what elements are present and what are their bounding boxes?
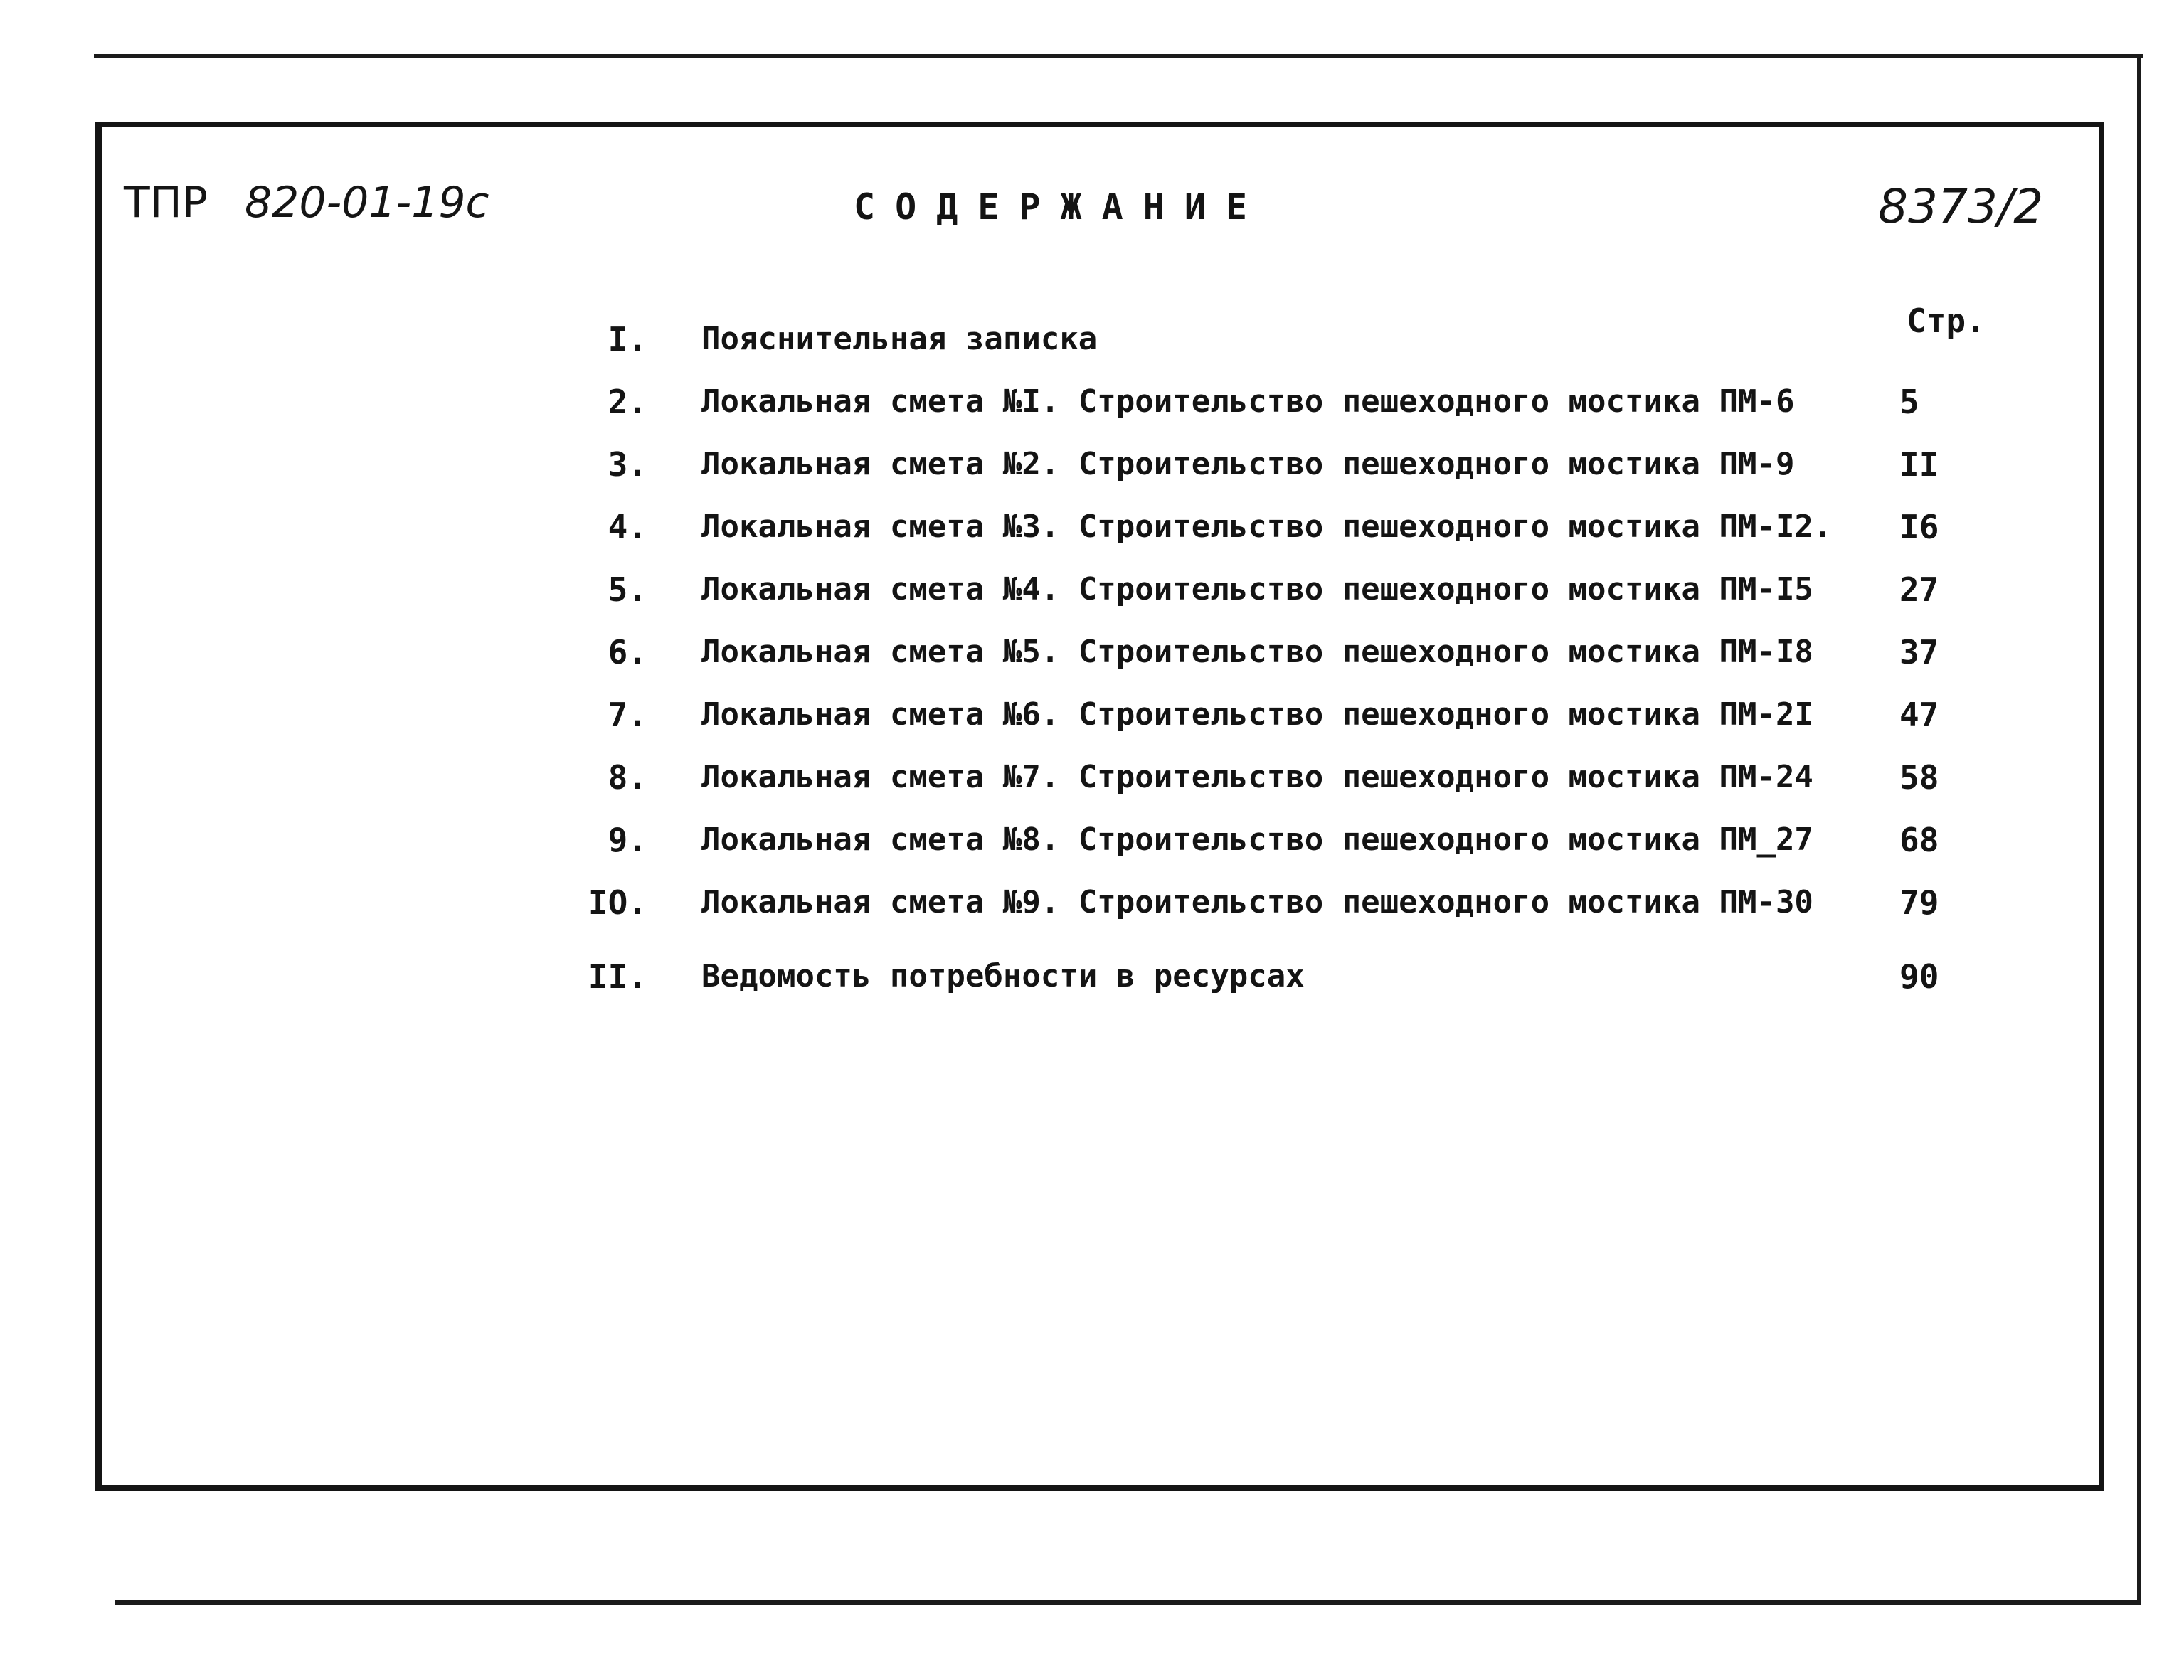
outer-bottom-border [115, 1600, 2140, 1605]
toc-item-number: 7. [608, 696, 647, 734]
toc-item-page: 5 [1899, 383, 1919, 421]
toc-item-text: Локальная смета №5. Строительство пешеходного мостика ПМ-I8 [701, 634, 1813, 670]
toc-item-text: Локальная смета №6. Строительство пешеходного мостика ПМ-2I [701, 696, 1813, 733]
toc-item-text: Локальная смета №7. Строительство пешеходного мостика ПМ-24 [701, 759, 1813, 795]
toc-item-page: 90 [1899, 957, 1939, 996]
toc-item-number: 8. [608, 758, 647, 797]
toc-row [0, 627, 2184, 677]
toc-item-page: 58 [1899, 758, 1939, 797]
toc-item-text: Пояснительная записка [701, 321, 1098, 357]
toc-row [0, 878, 2184, 927]
doc-code-prefix: ТПР [124, 178, 208, 228]
toc-row [0, 440, 2184, 489]
toc-item-text: Локальная смета №2. Строительство пешеходного мостика ПМ-9 [701, 446, 1795, 482]
toc-item-number: I. [608, 320, 647, 358]
toc-item-number: 6. [608, 633, 647, 671]
toc-item-page: 27 [1899, 570, 1939, 609]
toc-item-page: 37 [1899, 633, 1939, 671]
toc-item-number: 2. [608, 383, 647, 421]
toc-item-page: II [1899, 445, 1939, 484]
toc-row [0, 377, 2184, 427]
toc-row [0, 815, 2184, 865]
toc-item-number: 3. [608, 445, 647, 484]
toc-row [0, 565, 2184, 615]
toc-item-text: Локальная смета №3. Строительство пешеходного мостика ПМ-I2. [701, 509, 1833, 545]
sheet-number: 8373/2 [1878, 179, 2044, 234]
toc-item-text: Ведомость потребности в ресурсах [701, 958, 1305, 994]
toc-item-text: Локальная смета №8. Строительство пешеходного мостика ПМ_27 [701, 822, 1813, 858]
toc-item-number: II. [588, 957, 647, 996]
doc-code-number: 820-01-19с [245, 178, 489, 228]
toc-item-number: 5. [608, 570, 647, 609]
toc-item-number: IO. [588, 883, 647, 922]
toc-row [0, 690, 2184, 740]
page-column-header: Стр. [1907, 302, 1986, 340]
toc-item-number: 9. [608, 821, 647, 859]
toc-row [0, 753, 2184, 802]
toc-item-text: Локальная смета №4. Строительство пешеходного мостика ПМ-I5 [701, 571, 1813, 607]
toc-item-page: 79 [1899, 883, 1939, 922]
toc-item-text: Локальная смета №I. Строительство пешеходного мостика ПМ-6 [701, 383, 1795, 420]
toc-item-page: 68 [1899, 821, 1939, 859]
toc-row [0, 502, 2184, 552]
toc-item-page: I6 [1899, 508, 1939, 546]
toc-item-page: 47 [1899, 696, 1939, 734]
outer-top-border [94, 54, 2143, 58]
toc-item-text: Локальная смета №9. Строительство пешеходного мостика ПМ-30 [701, 884, 1813, 920]
toc-row [0, 314, 2184, 364]
page-title: СОДЕРЖАНИЕ [854, 186, 1268, 228]
toc-row [0, 952, 2184, 1001]
toc-item-number: 4. [608, 508, 647, 546]
